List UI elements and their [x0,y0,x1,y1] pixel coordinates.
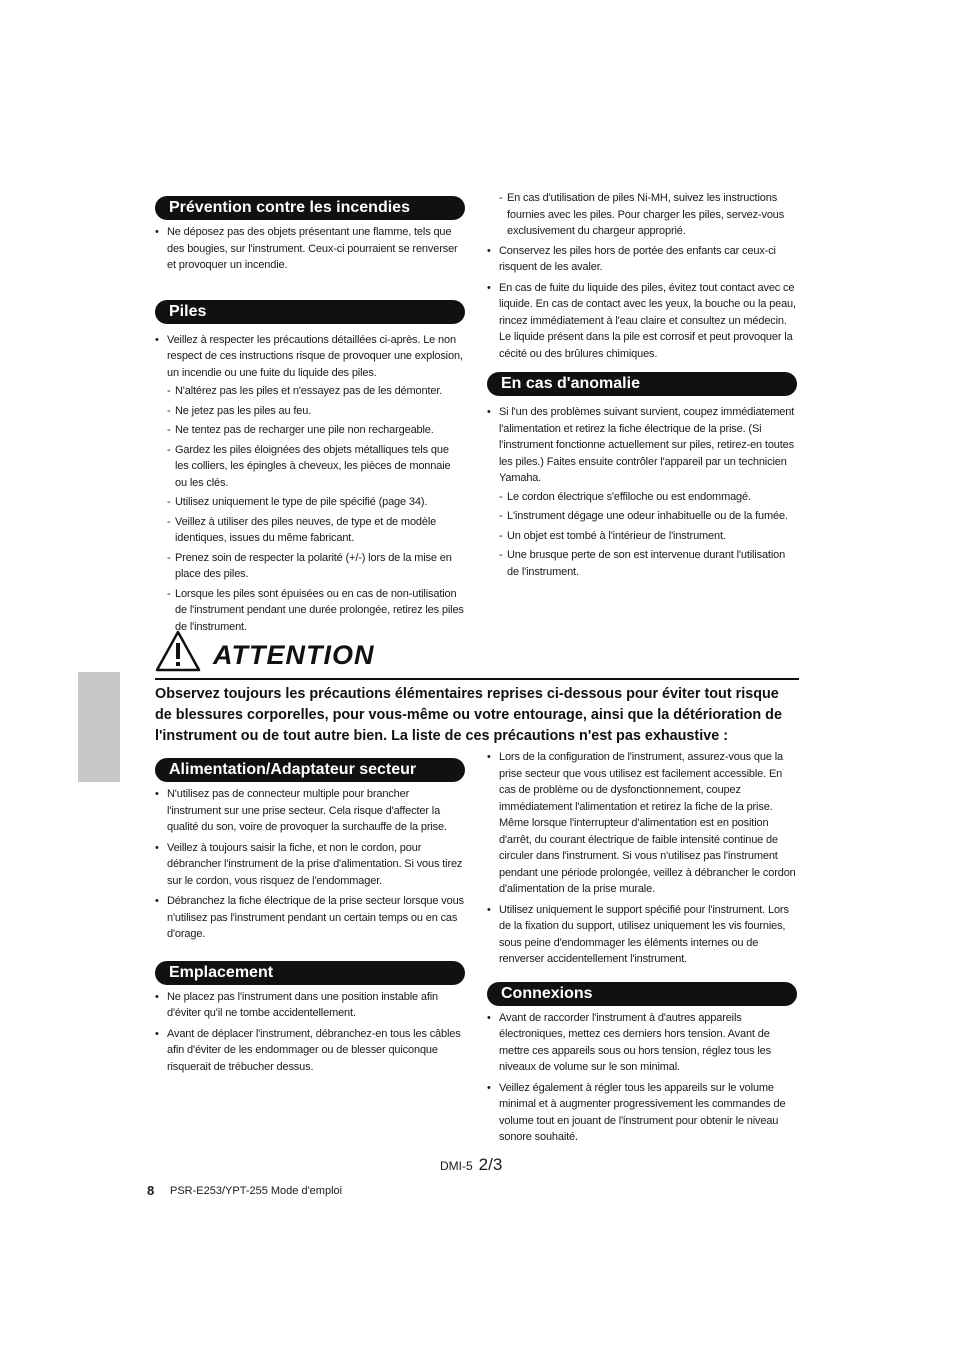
heading-alimentation: Alimentation/Adaptateur secteur [155,758,465,782]
heading-connexions: Connexions [487,982,797,1006]
connexions-bullet: • Avant de raccorder l'instrument à d'autres appareils électroniques, mettez ces derniers hors tension. Avant de mettre ces appareils sous ou hors tension, réglez tous les niveaux de volume sur le son minimal. [487,1010,797,1076]
heading-fire-prevention: Prévention contre les incendies [155,196,465,220]
dmi-fraction: 2/3 [478,1155,503,1174]
anomalie-dash-item: - Un objet est tombé à l'intérieur de l'instrument. [499,528,797,545]
children-bullet: • Conservez les piles hors de portée des enfants car ceux-ci risquent de les avaler. [487,243,797,276]
piles-dash-item: - Ne tentez pas de recharger une pile non rechargeable. [167,422,465,439]
fire-bullet-list [155,224,465,274]
attention-title: ATTENTION [213,640,375,670]
fire-bullet: • Ne déposez pas des objets présentant une flamme, tels que des bougies, sur l'instrument. Ceux-ci pourraient se renverser et provoquer un incendie. [155,224,465,274]
right-top-column [487,188,797,584]
alim-bullet: • N'utilisez pas de connecteur multiple pour brancher l'instrument sur une prise secteur. Cela risque d'affecter la qualité du son, voire de provoquer la surchauffe de la prise. [155,786,465,836]
attention-intro: Observez toujours les précautions élémentaires reprises ci-dessous pour éviter tout risque de blessures corporelles, pour vous-même ou votre entourage, ainsi que la détérioration de l'instrument ou de tout autre bien. La liste de ces précautions n'est pas exhaustive : [155,686,782,744]
connexions-bullet-list [487,1010,797,1146]
piles-bullet [155,332,465,636]
piles-bullet-text: Veillez à respecter les précautions détaillées ci-après. Le non respect de ces instructions risque de provoquer une explosion, un incendie ou une fuite du liquide des piles. [167,333,463,379]
nimh-dash-item: - En cas d'utilisation de piles Ni-MH, suivez les instructions fournies avec les piles. Pour charger les piles, servez-vous exclusivement du chargeur approprié. [499,190,797,240]
piles-dash-item: - Veillez à utiliser des piles neuves, de type et de modèle identiques, issues du même fabricant. [167,514,465,547]
attention-rule [155,678,799,680]
heading-piles: Piles [155,300,465,324]
section-side-tab [78,672,120,782]
anomalie-bullet-text: Si l'un des problèmes suivant survient, coupez immédiatement l'alimentation et retirez la fiche électrique de la prise. (Si l'instrument fonctionne actuellement sur piles, retirez-en toutes les piles.) Faites ensuite contrôler l'appareil par un technicien Yamaha. [499,406,795,484]
support-bullet: • Utilisez uniquement le support spécifié pour l'instrument. Lors de la fixation du support, utilisez uniquement les vis fournies, sous peine d'endommager les éléments internes ou de renverser accidentellement l'instrument. [487,902,797,968]
alim-bullet-list [155,786,465,943]
anomalie-dash-list [499,489,797,581]
left-bottom-column [155,758,465,1079]
footer-dmi [440,1155,502,1175]
alim-bullet: • Débranchez la fiche électrique de la prise secteur lorsque vous n'utilisez pas l'instrument pendant un certain temps ou en cas d'orage. [155,893,465,943]
right-bullet-list [487,243,797,363]
piles-dash-item: - N'altérez pas les piles et n'essayez pas de les démonter. [167,383,465,400]
connexions-bullet: • Veillez également à régler tous les appareils sur le volume minimal et à augmenter progressivement les commandes de volume tout en jouant de l'instrument pour obtenir le niveau sonore souhaité. [487,1080,797,1146]
piles-dash-item: - Utilisez uniquement le type de pile spécifié (page 34). [167,494,465,511]
emplacement-bullet-list [155,989,465,1076]
piles-dash-item: - Gardez les piles éloignées des objets métalliques tels que les colliers, les épingles à cheveux, les pièces de monnaie ou les clés. [167,442,465,492]
emplacement-bullet: • Avant de déplacer l'instrument, débranchez-en tous les câbles afin d'éviter de les endommager ou de blesser quiconque risquerait de trébucher dessus. [155,1026,465,1076]
config-bullet-list [487,749,797,968]
config-bullet: • Lors de la configuration de l'instrument, assurez-vous que la prise secteur que vous utilisez est facilement accessible. En cas de problème ou de dysfonctionnement, coupez immédiatement l'alimentation et retirez la fiche de la prise. Même lorsque l'interrupteur d'alimentation est en position d'arrêt, du courant électrique de faible intensité continue de circuler dans l'instrument. Si vous n'utilisez pas l'instrument pendant une période prolongée, veillez à débrancher le cordon d'alimentation de la prise murale. [487,749,797,898]
piles-bullet-list [155,332,465,636]
anomalie-dash-item: - Une brusque perte de son est intervenue durant l'utilisation de l'instrument. [499,547,797,580]
leak-bullet: • En cas de fuite du liquide des piles, évitez tout contact avec ce liquide. En cas de contact avec les yeux, la bouche ou la peau, rincez immédiatement à l'eau claire et consultez un médecin. Le liquide présent dans la pile est corrosif et peut provoquer la cécité ou des brûlures chimiques. [487,280,797,363]
left-top-column [155,196,465,639]
anomalie-bullet [487,404,797,580]
document-title: PSR-E253/YPT-255 Mode d'emploi [170,1185,343,1197]
anomalie-dash-item: - Le cordon électrique s'effiloche ou est endommagé. [499,489,797,506]
right-bottom-column [487,749,797,1150]
heading-emplacement: Emplacement [155,961,465,985]
right-dash-list [499,190,797,240]
piles-dash-item: - Lorsque les piles sont épuisées ou en cas de non-utilisation de l'instrument pendant une durée prolongée, retirez les piles de l'instrument. [167,586,465,636]
piles-dash-list [167,383,465,635]
heading-anomalie: En cas d'anomalie [487,372,797,396]
anomalie-bullet-list [487,404,797,580]
piles-dash-item: - Ne jetez pas les piles au feu. [167,403,465,420]
page-number: 8 [147,1183,155,1198]
emplacement-bullet: • Ne placez pas l'instrument dans une position instable afin d'éviter qu'il ne tombe accidentellement. [155,989,465,1022]
piles-dash-item: - Prenez soin de respecter la polarité (+/-) lors de la mise en place des piles. [167,550,465,583]
dmi-code: DMI-5 [440,1159,473,1173]
attention-header [155,630,799,680]
anomalie-dash-item: - L'instrument dégage une odeur inhabituelle ou de la fumée. [499,508,797,525]
warning-triangle-icon [155,630,201,672]
alim-bullet: • Veillez à toujours saisir la fiche, et non le cordon, pour débrancher l'instrument de la prise d'alimentation. Si vous tirez sur le cordon, vous risquez de l'endommager. [155,840,465,890]
